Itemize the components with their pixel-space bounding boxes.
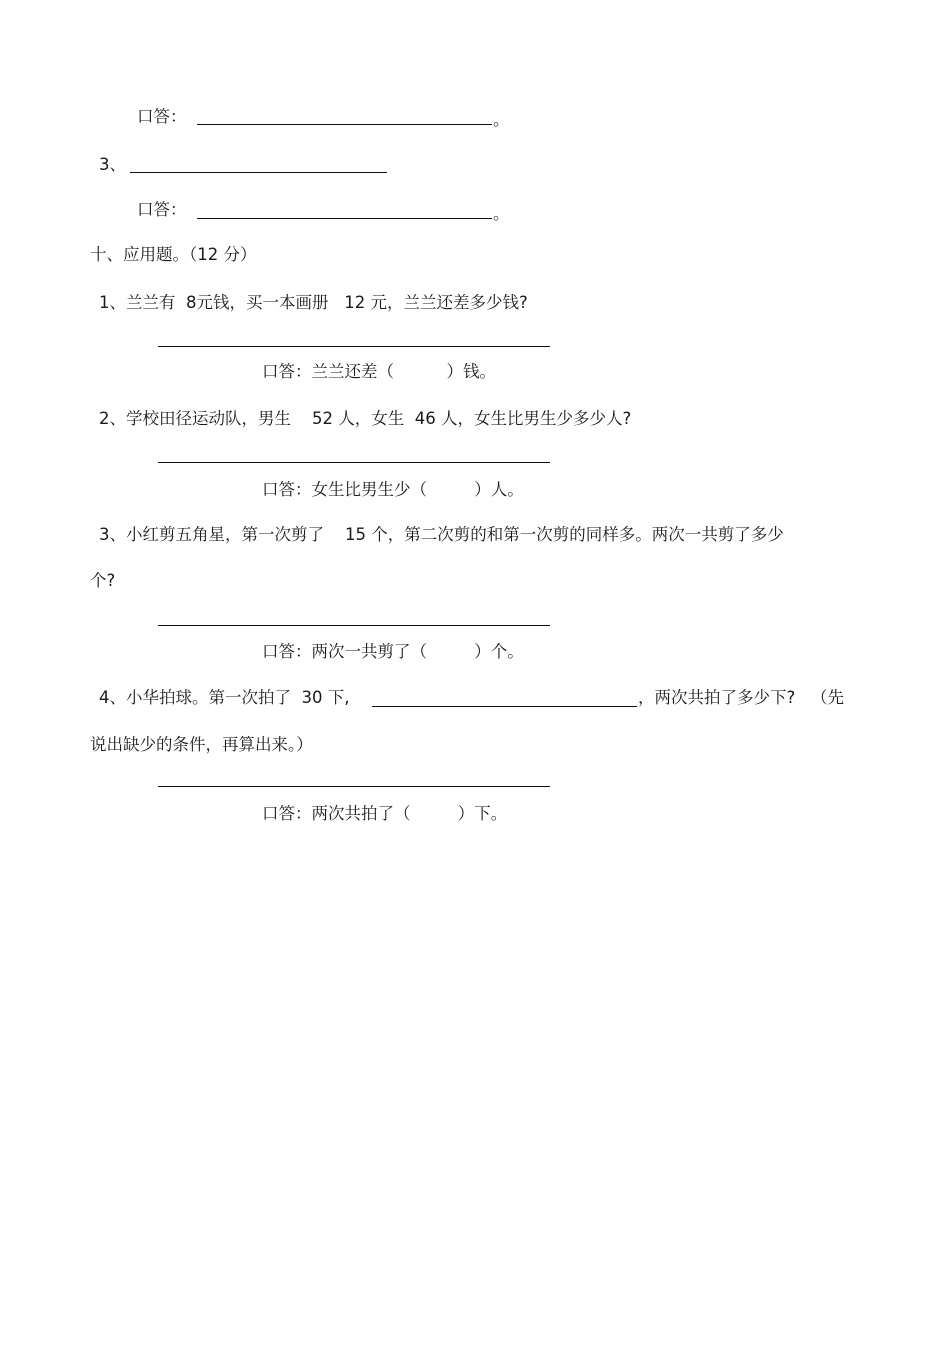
problem-3-work-line[interactable] (158, 625, 550, 626)
problem-1-work-line[interactable] (158, 346, 550, 347)
answer-label: 口答： (137, 200, 187, 219)
section-title: 十、应用题。（12 分） (90, 245, 257, 264)
problem-4-text-start: 4、小华拍球。第一次拍了 30 下, (99, 688, 350, 707)
problem-4-condition-blank[interactable] (372, 706, 637, 707)
answer-blank-line[interactable] (197, 218, 492, 219)
problem-4-work-line[interactable] (158, 786, 550, 787)
problem-1-answer: 口答：兰兰还差（ ）钱。 (262, 362, 496, 381)
problem-2-text: 2、学校田径运动队，男生 52 人，女生 46 人，女生比男生少多少人? (99, 409, 632, 428)
problem-1-text: 1、兰兰有 8元钱，买一本画册 12 元，兰兰还差多少钱? (99, 293, 528, 312)
answer-blank-line[interactable] (197, 124, 492, 125)
answer-label: 口答： (137, 107, 187, 126)
equation-blank-line[interactable] (130, 172, 387, 173)
question-number: 3、 (99, 155, 126, 174)
problem-4-answer: 口答：两次共拍了（ ）下。 (262, 804, 508, 823)
problem-4-text-end: ，两次共拍了多少下? （先 (638, 688, 844, 707)
problem-3-text-continued: 个? (90, 571, 116, 590)
problem-3-text: 3、小红剪五角星，第一次剪了 15 个，第二次剪的和第一次剪的同样多。两次一共剪了多少 (99, 525, 784, 544)
answer-period: 。 (493, 204, 510, 223)
problem-3-answer: 口答：两次一共剪了（ ）个。 (262, 642, 524, 661)
answer-period: 。 (493, 110, 510, 129)
problem-2-answer: 口答：女生比男生少（ ）人。 (262, 480, 524, 499)
problem-4-text-continued: 说出缺少的条件，再算出来。） (90, 735, 313, 754)
problem-2-work-line[interactable] (158, 462, 550, 463)
